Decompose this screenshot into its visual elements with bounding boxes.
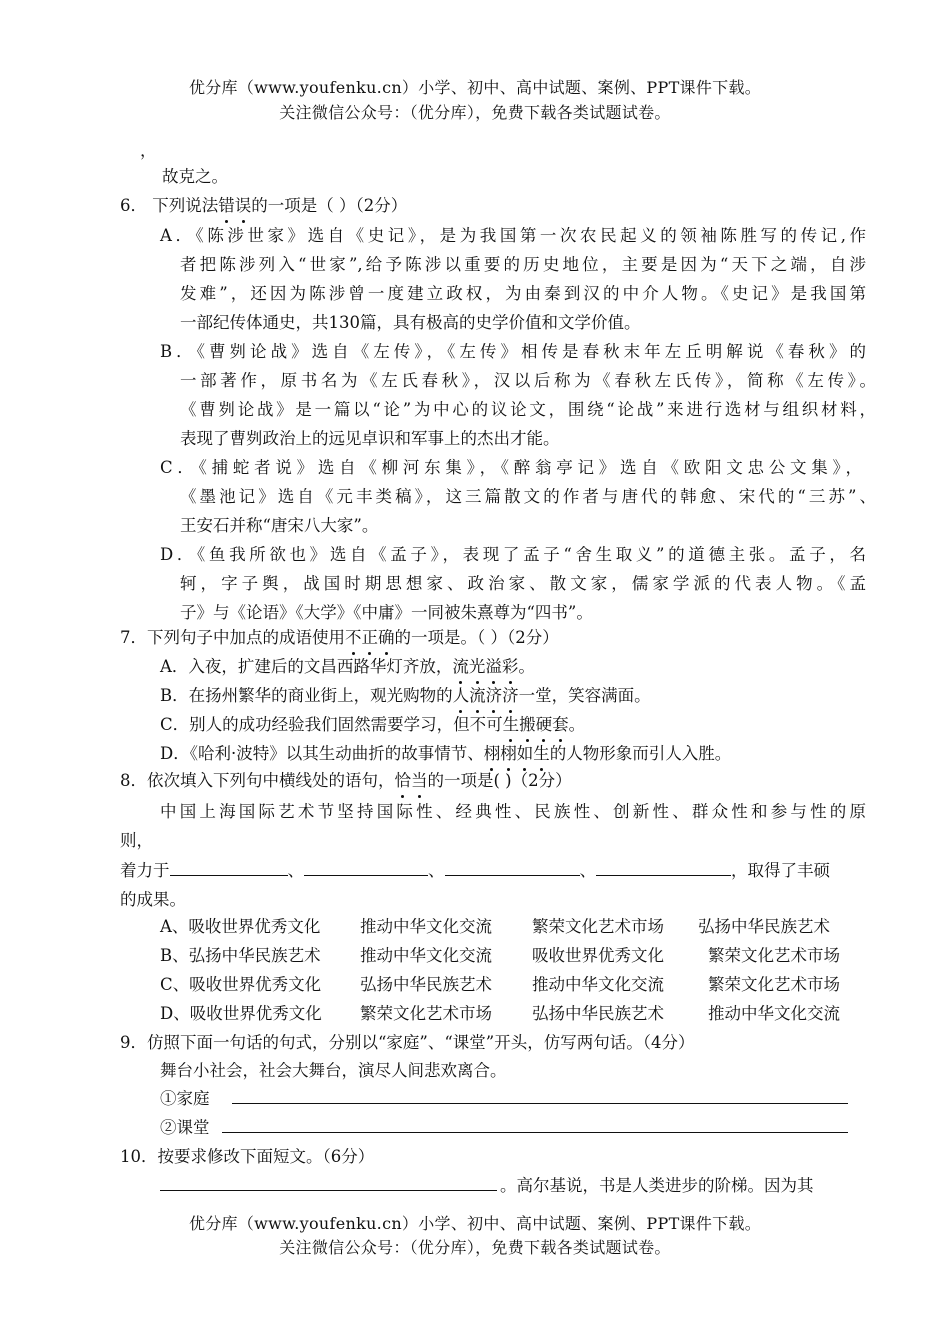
q6-stem-pre: 6． 下列说法 <box>120 196 219 215</box>
q8-a-1: A、吸收世界优秀文化 <box>160 917 321 936</box>
q7-d-idiom <box>484 744 550 763</box>
q7-b-pre: B．在扬州繁华的商业街上，观光购物的 <box>160 686 453 705</box>
q7-c-pre: C．别人的成功经验我们固然需要学习，但不可 <box>160 715 503 734</box>
q6-option-a-line-3: 发难”，还因为陈涉曾一度建立政权，为由秦到汉的中介人物。《史记》是我国第 <box>180 284 866 303</box>
q8-blank-3[interactable] <box>445 859 580 876</box>
q6-option-b-line-3: 《曹刿论战》是一篇以“论”为中心的议论文，围绕“论战”来进行选材与组织材料， <box>180 400 876 419</box>
q8-passage-line-4: 的成果。 <box>120 890 186 909</box>
q8-c-3: 推动中华文化交流 <box>532 975 664 994</box>
emphasis-char: 人 <box>453 682 470 706</box>
q6-stem-post: 的一项是（ ）（2分） <box>251 196 408 215</box>
q6-option-a-line-1: A．《陈涉世家》选自《史记》，是为我国第一次农民起义的领袖陈胜写的传记,作 <box>160 226 866 245</box>
q8-option-c <box>160 971 840 995</box>
q6-option-a-line-4: 一部纪传体通史，共130篇，具有极高的史学价值和文学价值。 <box>180 313 641 332</box>
q8-stem <box>120 767 572 791</box>
q6-stem <box>120 192 407 216</box>
q7-c-post: 。 <box>568 715 586 734</box>
footer-line-2: 关注微信公众号：（优分库），免费下载各类试题试卷。 <box>279 1238 671 1257</box>
q8-d-4: 推动中华文化交流 <box>708 1004 840 1023</box>
q8-b-4: 繁荣文化艺术市场 <box>708 946 840 965</box>
emphasis-char: 溢 <box>485 653 502 677</box>
q8-a-2: 推动中华文化交流 <box>360 917 492 936</box>
q7-stem <box>120 624 559 648</box>
footer-line-1: 优分库（www.youfenku.cn）小学、初中、高中试题、案例、PPT课件下载。 <box>188 1214 762 1233</box>
q8-option-d <box>160 1000 840 1024</box>
emphasis-char: 济 <box>486 682 503 706</box>
q10-passage-tail: 。高尔基说，书是人类进步的阶梯。因为其 <box>500 1176 814 1195</box>
q6-option-d-line-2: 轲，字子舆，战国时期思想家、政治家、散文家，儒家学派的代表人物。《孟 <box>180 574 866 593</box>
q8-sep-3: 、 <box>579 861 596 880</box>
q6-option-a-line-2: 者把陈涉列入“世家”,给予陈涉以重要的历史地位，主要是因为“天下之端，自涉 <box>180 255 866 274</box>
q6-emphasis-2: 误 <box>235 192 252 216</box>
q7-emphasis-2: 正 <box>362 624 379 648</box>
q8-b-3: 吸收世界优秀文化 <box>532 946 664 965</box>
q8-trail: ，取得了丰硕 <box>731 861 830 880</box>
q8-b-2: 推动中华文化交流 <box>360 946 492 965</box>
q8-option-b <box>160 942 840 966</box>
q10-answer-line[interactable] <box>160 1190 497 1191</box>
header-line-2: 关注微信公众号：（优分库），免费下载各类试题试卷。 <box>279 103 671 122</box>
q9-stem: 9．仿照下面一句话的句式，分别以“家庭”、“课堂”开头，仿写两句话。（4分） <box>120 1033 695 1052</box>
q7-a-post: 。 <box>518 657 535 676</box>
emphasis-char: 套 <box>552 711 569 735</box>
q8-blank-2[interactable] <box>304 859 428 876</box>
q8-stem-post: 的一项是( )（2分） <box>427 771 572 790</box>
q7-stem-pre: 7．下列句子中加点的成语使用 <box>120 628 345 647</box>
q9-answer-line-1[interactable] <box>232 1103 848 1104</box>
q7-d-post: 的人物形象而引人入胜。 <box>549 744 732 763</box>
q8-emphasis-1: 恰 <box>395 767 412 791</box>
q7-b-post: 一堂，笑容满面。 <box>518 686 651 705</box>
q6-emphasis-1: 错 <box>218 192 235 216</box>
q6-option-b-line-1: B．《曹刿论战》选自《左传》，《左传》相传是春秋末年左丘明解说《春秋》的 <box>160 342 866 361</box>
q8-emphasis-2: 当 <box>411 767 428 791</box>
q7-option-d <box>160 740 731 764</box>
q6-option-b-line-4: 表现了曹刿政治上的远见卓识和军事上的杰出才能。 <box>180 429 560 448</box>
q8-c-1: C、吸收世界优秀文化 <box>160 975 322 994</box>
q7-option-c <box>160 711 585 735</box>
emphasis-char: 栩 <box>484 740 501 764</box>
q6-option-b-line-2: 一部著作，原书名为《左氏春秋》，汉以后称为《春秋左氏传》，简称《左传》。 <box>180 371 876 390</box>
q7-a-idiom <box>452 657 518 676</box>
q7-stem-post: 的一项是。（ ）（2分） <box>394 628 559 647</box>
emphasis-char: 硬 <box>536 711 553 735</box>
q8-blank-1[interactable] <box>170 859 288 876</box>
emphasis-char: 搬 <box>519 711 536 735</box>
q8-sep-1: 、 <box>287 861 304 880</box>
q7-a-pre: A．入夜，扩建后的文昌西路华灯齐放， <box>160 657 453 676</box>
q8-passage-line-2: 则， <box>120 831 153 850</box>
emphasis-char: 生 <box>503 711 520 735</box>
q8-d-3: 弘扬中华民族艺术 <box>532 1004 664 1023</box>
q7-option-a <box>160 653 535 677</box>
emphasis-char: 流 <box>452 653 469 677</box>
emphasis-char: 光 <box>469 653 486 677</box>
q8-stem-pre: 8．依次填入下列句中横线处的语句， <box>120 771 395 790</box>
q7-emphasis-1: 不 <box>345 624 362 648</box>
q9-answer-line-2[interactable] <box>222 1132 848 1133</box>
q7-d-pre: D．《哈利·波特》以其生动曲折的故事情节、 <box>160 744 484 763</box>
q6-option-c-line-1: C．《捕蛇者说》选自《柳河东集》，《醉翁亭记》选自《欧阳文忠公文集》， <box>160 458 862 477</box>
q7-c-idiom <box>503 715 569 734</box>
q10-stem: 10．按要求修改下面短文。（6分） <box>120 1147 375 1166</box>
q9-item-2-label: ②课堂 <box>160 1118 210 1137</box>
q6-option-d-line-1: D．《鱼我所欲也》选自《孟子》，表现了孟子“舍生取义”的道德主张。孟子，名 <box>160 545 866 564</box>
q6-option-c-line-3: 王安石并称“唐宋八大家”。 <box>180 516 379 535</box>
q7-option-b <box>160 682 651 706</box>
q8-blank-4[interactable] <box>596 859 731 876</box>
q8-d-1: D、吸收世界优秀文化 <box>160 1004 322 1023</box>
emphasis-char: 济 <box>502 682 519 706</box>
emphasis-char: 流 <box>469 682 486 706</box>
emphasis-char: 栩 <box>500 740 517 764</box>
q8-passage-line-3 <box>120 857 830 881</box>
q8-d-2: 繁荣文化艺术市场 <box>360 1004 492 1023</box>
q8-a-3: 繁荣文化艺术市场 <box>532 917 664 936</box>
emphasis-char: 彩 <box>502 653 519 677</box>
emphasis-char: 如 <box>517 740 534 764</box>
q8-passage-line-1: 中国上海国际艺术节坚持国际性、经典性、民族性、创新性、群众性和参与性的原 <box>160 802 866 821</box>
q9-example: 舞台小社会，社会大舞台，演尽人间悲欢离合。 <box>160 1061 507 1080</box>
previous-answer-fragment: 故克之。 <box>162 167 228 186</box>
q7-emphasis-3: 确 <box>378 624 395 648</box>
q8-sep-2: 、 <box>428 861 445 880</box>
q6-option-c-line-2: 《墨池记》选自《元丰类稿》，这三篇散文的作者与唐代的韩愈、宋代的“三苏”、 <box>180 487 876 506</box>
q8-option-a <box>160 913 830 937</box>
q8-lead: 着力于 <box>120 861 170 880</box>
q8-c-2: 弘扬中华民族艺术 <box>360 975 492 994</box>
q8-a-4: 弘扬中华民族艺术 <box>698 917 830 936</box>
q7-b-idiom <box>453 686 519 705</box>
q8-c-4: 繁荣文化艺术市场 <box>708 975 840 994</box>
q8-b-1: B、弘扬中华民族艺术 <box>160 946 321 965</box>
stray-comma: ， <box>140 141 157 160</box>
header-line-1: 优分库（www.youfenku.cn）小学、初中、高中试题、案例、PPT课件下载。 <box>188 78 762 97</box>
q6-option-d-line-3: 子》与《论语》《大学》《中庸》一同被朱熹尊为“四书”。 <box>180 603 593 622</box>
q9-item-1-label: ①家庭 <box>160 1089 210 1108</box>
emphasis-char: 生 <box>533 740 550 764</box>
